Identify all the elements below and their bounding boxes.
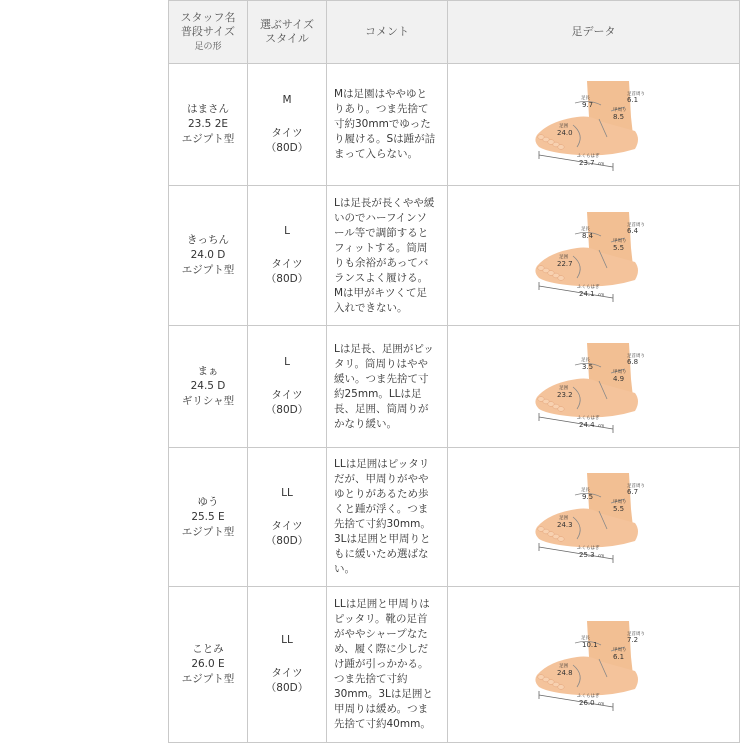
foot-diagram (529, 469, 659, 565)
staff-row (169, 186, 740, 326)
toe (557, 275, 563, 280)
unit-label: cm (597, 160, 604, 166)
length-value: 23.7 (578, 158, 595, 167)
header-size-line1: 選ぶサイズ (259, 18, 315, 31)
comment-line: もに緩いため選ばな (334, 548, 429, 560)
around-value: 24.8 (556, 668, 573, 677)
comment-line: まって入らない。 (334, 148, 418, 160)
staff-usual-size: 23.5 2E (187, 118, 229, 130)
around-value: 23.2 (556, 390, 573, 399)
staff-row (169, 448, 740, 587)
length-value: 26.0 (578, 698, 595, 707)
comment-line: ール等で調節すると (334, 226, 429, 239)
header-staff-line2: 普段サイズ (180, 24, 236, 38)
staff-foot-shape: エジプト型 (181, 133, 235, 145)
foot-data-cell (448, 186, 740, 326)
comment-line: 緩い。つま先捨て寸 (334, 372, 429, 385)
comment-line: い。 (334, 563, 355, 575)
comment-line: 先捨て寸約40mm。 (334, 718, 431, 730)
instep-label: 甲周り (612, 238, 626, 244)
staff-row (169, 64, 740, 186)
comment-line: ランスよく履ける。 (334, 271, 429, 284)
comment-line: LLは足囲はピッタリ (334, 458, 430, 470)
comment-cell (327, 186, 448, 326)
comment-cell (327, 448, 448, 587)
calf-value: 3.5 (581, 362, 593, 371)
comment-line: 長、足囲、筒周りが (334, 402, 429, 415)
unit-label: cm (597, 422, 604, 428)
staff-name: はまさん (187, 103, 229, 115)
around-label: 足囲 (558, 254, 568, 260)
staff-foot-shape: エジプト型 (181, 264, 235, 276)
comment-cell (327, 64, 448, 186)
ankle-label: 足首周り (626, 222, 645, 228)
comment-line: 甲周りは緩め。つま (334, 703, 429, 715)
staff-name: ゆう (197, 495, 219, 508)
header-staff (169, 1, 248, 64)
comment-line: ピッタリ。靴の足首 (334, 613, 428, 625)
comment-line: かなり緩い。 (334, 417, 397, 430)
foot-diagram (529, 617, 659, 713)
comment-line: 入れできない。 (334, 301, 408, 314)
style-denier: （80D） (265, 404, 309, 416)
style-denier: （80D） (265, 682, 309, 694)
header-staff-line3: 足の形 (194, 41, 222, 52)
foot-diagram-holder (448, 339, 739, 435)
toe (557, 684, 563, 689)
foot-diagram-holder (448, 617, 739, 713)
length-label: ふくらはぎ (576, 415, 599, 421)
comment-line: り履ける。Sは踵が詰 (334, 133, 436, 145)
comment-line: つま先捨て寸約 (334, 673, 408, 685)
comment-line: け踵が引っかかる。 (334, 658, 429, 670)
comment-line: ゆとりがあるため歩 (334, 488, 429, 500)
staff-cell (169, 448, 248, 587)
length-value: 24.1 (578, 289, 595, 298)
staff-usual-size: 26.0 E (191, 658, 225, 670)
comment-line: 3Lは足囲と甲周りと (334, 533, 431, 545)
around-value: 22.7 (556, 259, 573, 268)
around-label: 足囲 (558, 516, 568, 521)
style-denier: （80D） (265, 142, 309, 154)
foot-diagram-holder (448, 469, 739, 565)
foot-diagram-holder (448, 208, 739, 304)
comment-line: くと踵が浮く。つま (334, 503, 429, 515)
staff-row (169, 587, 740, 743)
foot-diagram-holder (448, 77, 739, 173)
toe (557, 537, 563, 542)
foot-data-cell (448, 326, 740, 448)
comment-line: Lは足長が長くやや緩 (334, 196, 435, 209)
comment-line: め、履く際に少しだ (334, 643, 429, 655)
unit-label: cm (597, 291, 604, 297)
style-denier: （80D） (265, 273, 309, 285)
instep-label: 甲周り (612, 647, 626, 653)
comment-line: がややシャープなた (334, 628, 428, 640)
comment-line: いのでハーフインソ (334, 211, 428, 224)
comment-line: 先捨て寸約30mm。 (334, 518, 431, 530)
calf-label: 足長 (580, 226, 590, 232)
toe (557, 406, 563, 411)
staff-cell (169, 186, 248, 326)
chosen-size: L (284, 225, 290, 237)
staff-row (169, 326, 740, 448)
length-label: ふくらはぎ (576, 546, 599, 551)
instep-value: 4.9 (612, 374, 624, 383)
foot-diagram (529, 208, 659, 304)
around-value: 24.0 (556, 128, 573, 137)
around-label: 足囲 (558, 123, 568, 129)
instep-label: 甲周り (612, 107, 626, 113)
header-row (169, 1, 740, 64)
instep-value: 5.5 (612, 243, 624, 252)
style-name: タイツ (271, 667, 303, 679)
header-size-line2: スタイル (265, 32, 309, 45)
toe (557, 144, 563, 149)
size-cell (248, 448, 327, 587)
comment-cell (327, 587, 448, 743)
instep-value: 5.5 (612, 505, 624, 513)
around-value: 24.3 (556, 521, 573, 529)
around-label: 足囲 (558, 385, 568, 391)
header-size (248, 1, 327, 64)
header-comment: コメント (327, 1, 448, 64)
chosen-size: LL (281, 634, 293, 646)
instep-value: 8.5 (612, 112, 624, 121)
chosen-size: M (282, 94, 292, 106)
unit-label: cm (597, 553, 604, 558)
size-cell (248, 326, 327, 448)
calf-value: 10.1 (581, 640, 598, 649)
length-label: ふくらはぎ (576, 284, 599, 290)
length-value: 24.4 (578, 420, 595, 429)
staff-usual-size: 24.0 D (190, 249, 226, 261)
comment-line: 約25mm。LLは足 (334, 387, 422, 400)
comment-line: りも余裕があってバ (334, 256, 429, 269)
staff-foot-shape: ギリシャ型 (181, 395, 235, 407)
staff-name: まぁ (197, 365, 219, 377)
header-foot: 足データ (448, 1, 740, 64)
staff-cell (169, 587, 248, 743)
style-name: タイツ (271, 389, 303, 401)
staff-usual-size: 24.5 D (190, 380, 226, 392)
comment-line: Mは甲がキツくて足 (334, 286, 428, 299)
foot-data-cell (448, 448, 740, 587)
size-table (168, 0, 740, 743)
ankle-label: 足首周り (626, 484, 645, 489)
length-value: 25.3 (578, 551, 595, 559)
size-cell (248, 64, 327, 186)
comment-line: りあり。つま先捨て (334, 103, 429, 115)
size-cell (248, 186, 327, 326)
ankle-value: 6.4 (626, 226, 638, 235)
calf-value: 8.4 (581, 231, 593, 240)
comment-line: Lは足長、足囲がピッ (334, 342, 434, 355)
style-name: タイツ (271, 258, 303, 270)
staff-foot-shape: エジプト型 (181, 525, 235, 538)
foot-diagram (529, 77, 659, 173)
ankle-value: 6.8 (626, 357, 638, 366)
staff-usual-size: 25.5 E (191, 510, 225, 523)
foot-diagram (529, 339, 659, 435)
unit-label: cm (597, 700, 604, 706)
comment-line: フィットする。筒周 (334, 241, 428, 254)
comment-line: Mは足園はややゆと (334, 88, 428, 100)
instep-label: 甲周り (612, 369, 626, 375)
style-denier: （80D） (265, 534, 309, 547)
calf-value: 9.5 (581, 493, 593, 501)
comment-line: タリ。筒周りはやや (334, 357, 428, 370)
instep-label: 甲周り (612, 500, 626, 505)
length-label: ふくらはぎ (576, 693, 599, 699)
calf-label: 足長 (580, 488, 590, 493)
chosen-size: LL (281, 486, 293, 499)
chosen-size: L (284, 356, 290, 368)
staff-name: きっちん (187, 234, 229, 246)
ankle-label: 足首周り (626, 353, 645, 359)
comment-cell (327, 326, 448, 448)
style-name: タイツ (271, 519, 303, 532)
ankle-label: 足首周り (626, 91, 645, 97)
comment-line: LLは足囲と甲周りは (334, 598, 430, 610)
comment-line: 30mm。3Lは足囲と (334, 688, 433, 700)
foot-data-cell (448, 587, 740, 743)
around-label: 足囲 (558, 663, 568, 669)
calf-label: 足長 (580, 635, 590, 641)
calf-label: 足長 (580, 95, 590, 101)
comment-line: だが、甲周りがやや (334, 473, 429, 485)
style-name: タイツ (271, 127, 303, 139)
staff-cell (169, 64, 248, 186)
ankle-value: 7.2 (626, 635, 638, 644)
size-cell (248, 587, 327, 743)
header-staff-line1: スタッフ名 (180, 10, 236, 24)
staff-name: ことみ (192, 643, 224, 655)
calf-label: 足長 (580, 357, 590, 363)
ankle-value: 6.7 (626, 488, 638, 496)
length-label: ふくらはぎ (576, 153, 599, 159)
foot-data-cell (448, 64, 740, 186)
comment-line: 寸約30mmでゆった (334, 118, 431, 130)
calf-value: 9.7 (581, 100, 593, 109)
staff-foot-shape: エジプト型 (181, 673, 235, 685)
staff-cell (169, 326, 248, 448)
ankle-label: 足首周り (626, 631, 645, 637)
instep-value: 6.1 (612, 652, 624, 661)
ankle-value: 6.1 (626, 95, 638, 104)
